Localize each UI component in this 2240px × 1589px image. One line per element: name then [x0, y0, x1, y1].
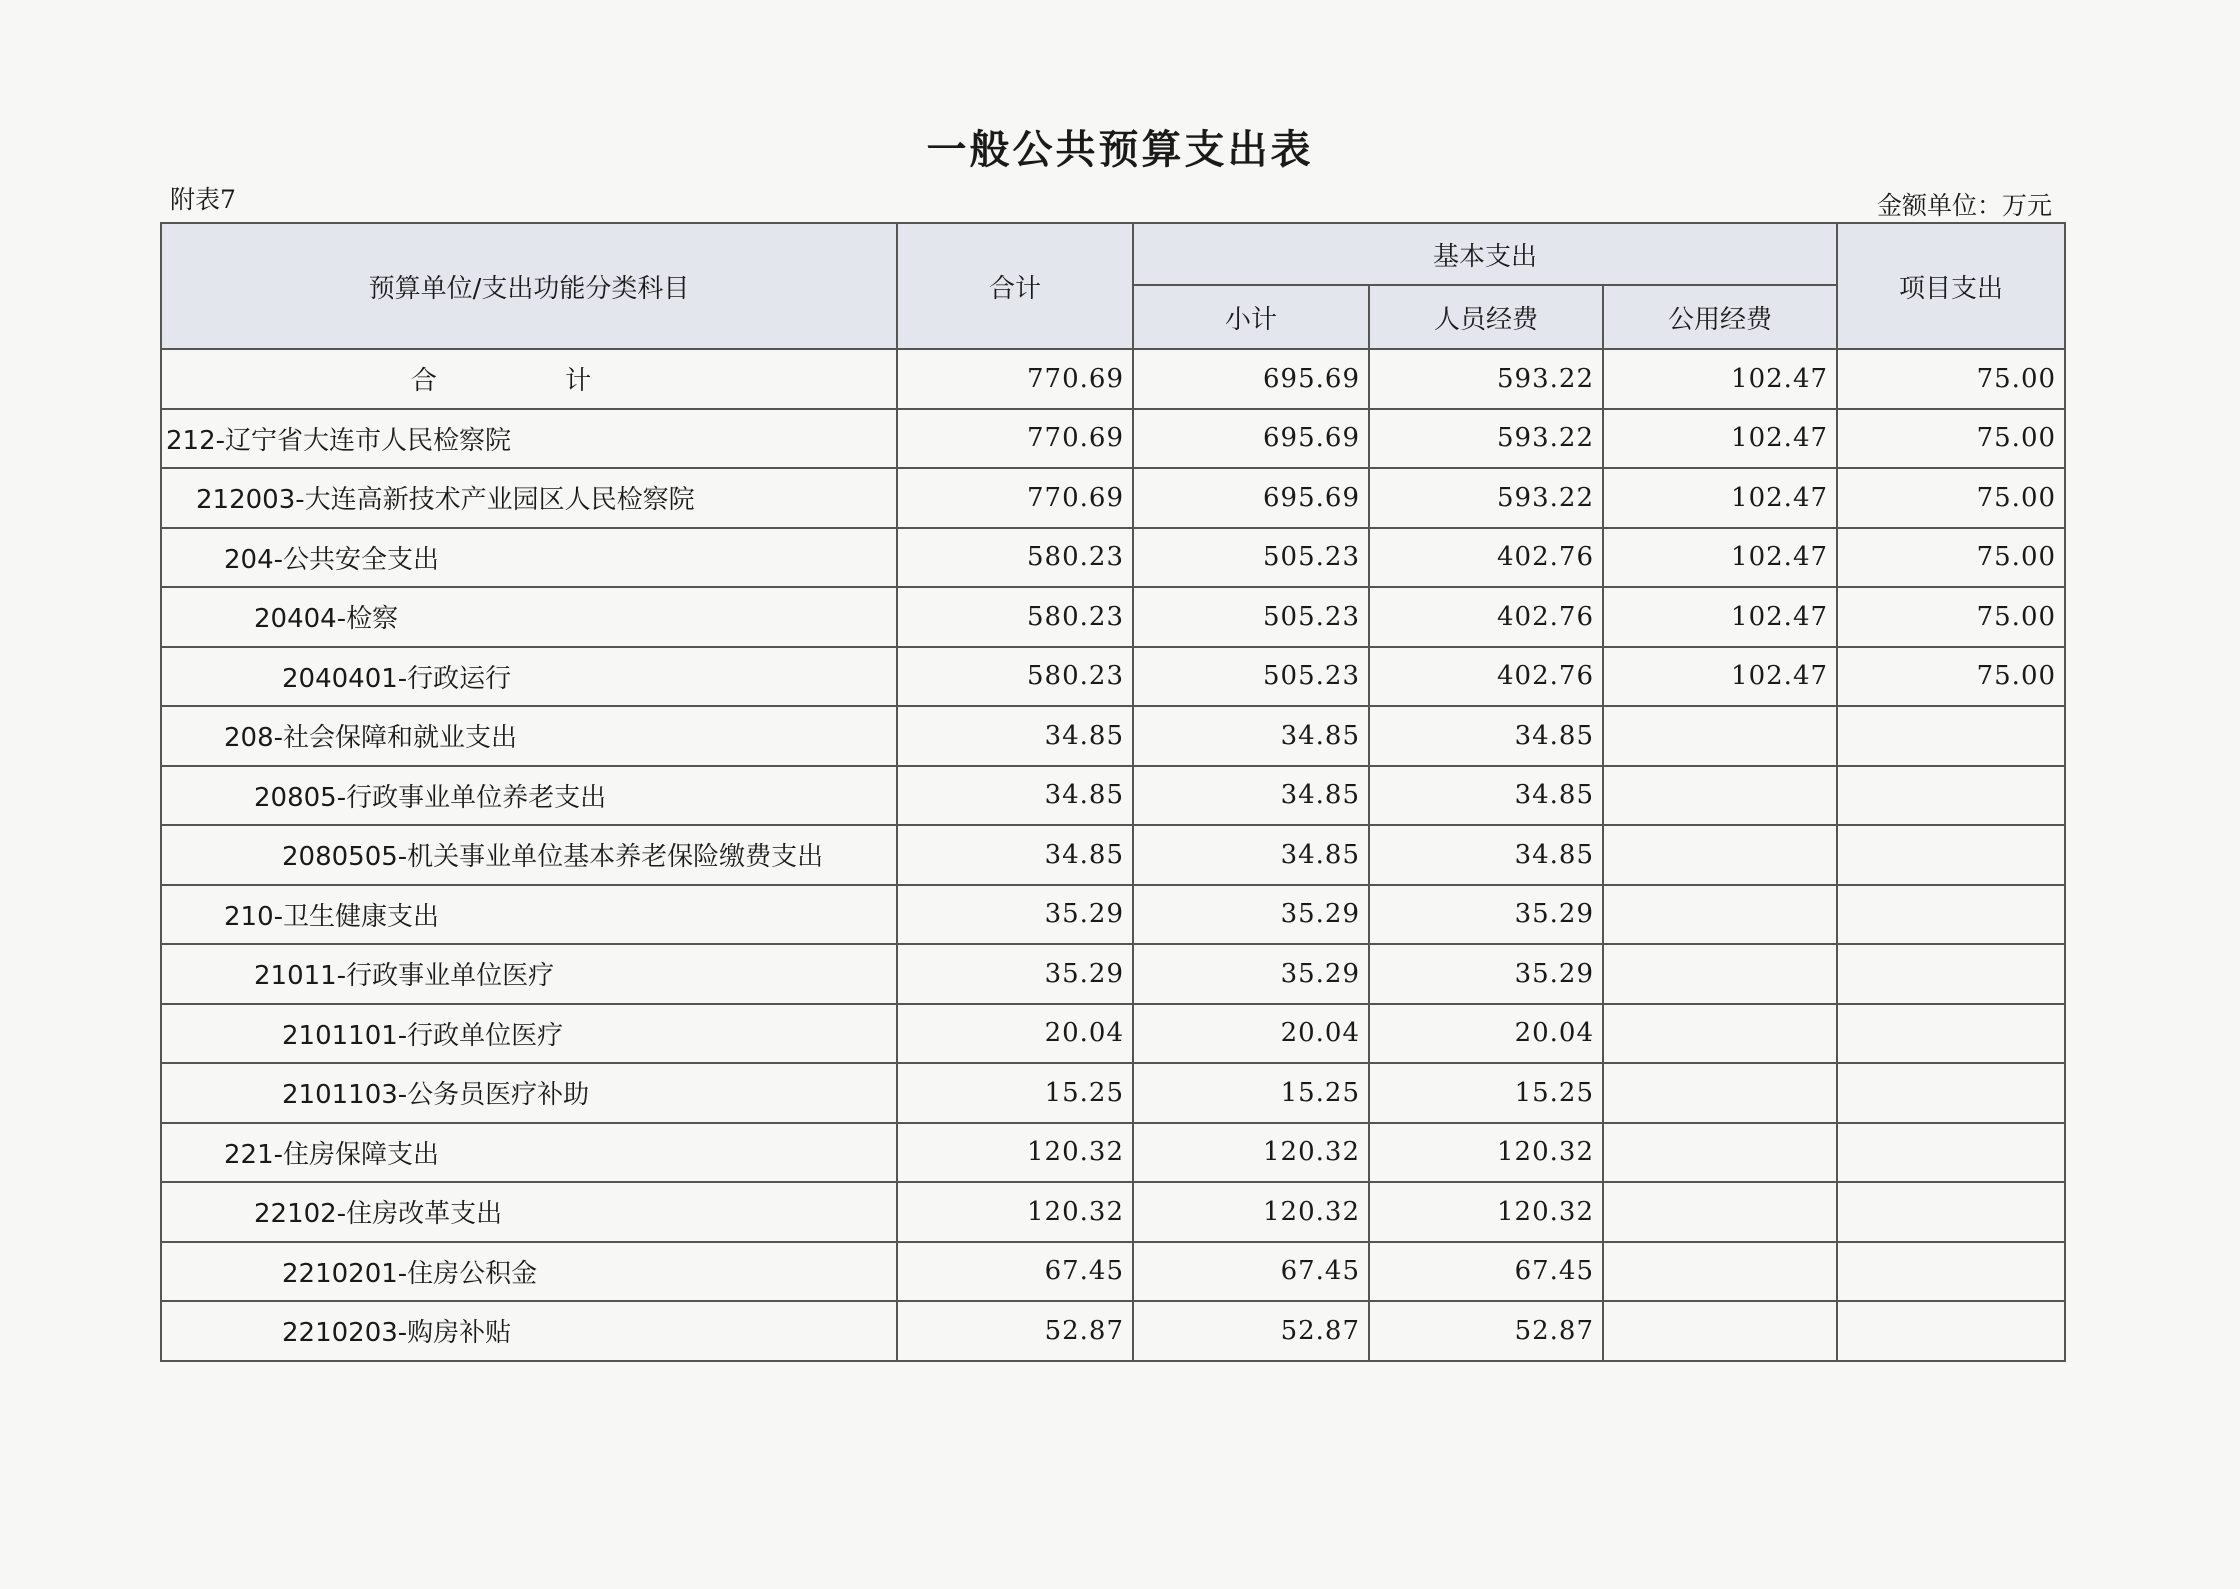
- row-total-cell: 52.87: [897, 1301, 1133, 1361]
- row-total-cell: 120.32: [897, 1182, 1133, 1242]
- total-row: [161, 349, 2065, 409]
- row-name-cell: 20404-检察: [161, 587, 897, 647]
- header-public: 公用经费: [1603, 285, 1837, 349]
- row-project-cell: 75.00: [1837, 587, 2065, 647]
- row-subtotal-cell: 35.29: [1133, 944, 1369, 1004]
- row-personnel-cell: 20.04: [1369, 1004, 1603, 1064]
- header-total: 合计: [897, 223, 1133, 349]
- page-title: 一般公共预算支出表: [926, 127, 1314, 173]
- table-row: [161, 1063, 2065, 1123]
- table-row: [161, 766, 2065, 826]
- row-project-cell: [1837, 1242, 2065, 1302]
- row-project-cell: [1837, 885, 2065, 945]
- table-row: [161, 706, 2065, 766]
- row-name-cell: 210-卫生健康支出: [161, 885, 897, 945]
- row-name-cell: 合 计: [161, 349, 897, 409]
- row-project-cell: [1837, 1063, 2065, 1123]
- row-subtotal-cell: 505.23: [1133, 587, 1369, 647]
- table-row: [161, 885, 2065, 945]
- row-total-cell: 20.04: [897, 1004, 1133, 1064]
- row-project-cell: 75.00: [1837, 647, 2065, 707]
- row-public-cell: [1603, 1182, 1837, 1242]
- row-personnel-cell: 593.22: [1369, 349, 1603, 409]
- row-name-cell: 2210201-住房公积金: [161, 1242, 897, 1302]
- row-total-cell: 580.23: [897, 587, 1133, 647]
- row-public-cell: [1603, 1004, 1837, 1064]
- row-public-cell: 102.47: [1603, 409, 1837, 469]
- row-name-cell: 204-公共安全支出: [161, 528, 897, 588]
- row-public-cell: [1603, 1123, 1837, 1183]
- row-subtotal-cell: 20.04: [1133, 1004, 1369, 1064]
- row-personnel-cell: 120.32: [1369, 1182, 1603, 1242]
- row-personnel-cell: 34.85: [1369, 766, 1603, 826]
- row-personnel-cell: 15.25: [1369, 1063, 1603, 1123]
- row-total-cell: 580.23: [897, 528, 1133, 588]
- row-personnel-cell: 402.76: [1369, 587, 1603, 647]
- table-row: [161, 1242, 2065, 1302]
- row-personnel-cell: 593.22: [1369, 409, 1603, 469]
- header-personnel: 人员经费: [1369, 285, 1603, 349]
- row-subtotal-cell: 52.87: [1133, 1301, 1369, 1361]
- table-row: [161, 587, 2065, 647]
- row-subtotal-cell: 67.45: [1133, 1242, 1369, 1302]
- row-total-cell: 770.69: [897, 349, 1133, 409]
- row-name-cell: 2040401-行政运行: [161, 647, 897, 707]
- row-public-cell: [1603, 766, 1837, 826]
- budget-expenditure-table: [160, 222, 2066, 1362]
- row-subtotal-cell: 35.29: [1133, 885, 1369, 945]
- row-subtotal-cell: 120.32: [1133, 1182, 1369, 1242]
- table-row: [161, 528, 2065, 588]
- row-public-cell: 102.47: [1603, 468, 1837, 528]
- table-row: [161, 1123, 2065, 1183]
- row-personnel-cell: 34.85: [1369, 706, 1603, 766]
- row-total-cell: 34.85: [897, 766, 1133, 826]
- row-personnel-cell: 402.76: [1369, 528, 1603, 588]
- row-project-cell: 75.00: [1837, 528, 2065, 588]
- row-public-cell: 102.47: [1603, 349, 1837, 409]
- table-row: [161, 944, 2065, 1004]
- row-project-cell: [1837, 1301, 2065, 1361]
- header-basic: 基本支出: [1133, 223, 1837, 285]
- row-public-cell: 102.47: [1603, 647, 1837, 707]
- row-project-cell: 75.00: [1837, 468, 2065, 528]
- row-total-cell: 35.29: [897, 885, 1133, 945]
- header-project: 项目支出: [1837, 223, 2065, 349]
- row-project-cell: [1837, 825, 2065, 885]
- row-subtotal-cell: 695.69: [1133, 468, 1369, 528]
- table-row: [161, 1182, 2065, 1242]
- row-project-cell: [1837, 944, 2065, 1004]
- row-name-cell: 212-辽宁省大连市人民检察院: [161, 409, 897, 469]
- row-total-cell: 67.45: [897, 1242, 1133, 1302]
- row-personnel-cell: 120.32: [1369, 1123, 1603, 1183]
- row-total-cell: 580.23: [897, 647, 1133, 707]
- row-subtotal-cell: 505.23: [1133, 647, 1369, 707]
- row-total-cell: 770.69: [897, 409, 1133, 469]
- row-public-cell: [1603, 1301, 1837, 1361]
- row-public-cell: [1603, 825, 1837, 885]
- row-total-cell: 35.29: [897, 944, 1133, 1004]
- row-public-cell: [1603, 706, 1837, 766]
- row-subtotal-cell: 695.69: [1133, 349, 1369, 409]
- row-project-cell: [1837, 706, 2065, 766]
- row-name-cell: 212003-大连高新技术产业园区人民检察院: [161, 468, 897, 528]
- row-subtotal-cell: 695.69: [1133, 409, 1369, 469]
- row-public-cell: 102.47: [1603, 587, 1837, 647]
- row-name-cell: 208-社会保障和就业支出: [161, 706, 897, 766]
- row-personnel-cell: 593.22: [1369, 468, 1603, 528]
- table-row: [161, 1004, 2065, 1064]
- row-name-cell: 2080505-机关事业单位基本养老保险缴费支出: [161, 825, 897, 885]
- row-public-cell: [1603, 1242, 1837, 1302]
- row-public-cell: [1603, 885, 1837, 945]
- row-personnel-cell: 67.45: [1369, 1242, 1603, 1302]
- row-personnel-cell: 34.85: [1369, 825, 1603, 885]
- table-row: [161, 1301, 2065, 1361]
- row-name-cell: 22102-住房改革支出: [161, 1182, 897, 1242]
- row-name-cell: 21011-行政事业单位医疗: [161, 944, 897, 1004]
- header-subtotal: 小计: [1133, 285, 1369, 349]
- row-personnel-cell: 35.29: [1369, 885, 1603, 945]
- row-name-cell: 221-住房保障支出: [161, 1123, 897, 1183]
- row-subtotal-cell: 34.85: [1133, 706, 1369, 766]
- row-personnel-cell: 402.76: [1369, 647, 1603, 707]
- row-public-cell: [1603, 1063, 1837, 1123]
- row-name-cell: 2210203-购房补贴: [161, 1301, 897, 1361]
- table-header: [161, 223, 2065, 349]
- row-subtotal-cell: 505.23: [1133, 528, 1369, 588]
- row-total-cell: 770.69: [897, 468, 1133, 528]
- row-project-cell: 75.00: [1837, 349, 2065, 409]
- row-total-cell: 120.32: [897, 1123, 1133, 1183]
- table-body: [161, 349, 2065, 1361]
- row-personnel-cell: 35.29: [1369, 944, 1603, 1004]
- row-subtotal-cell: 34.85: [1133, 825, 1369, 885]
- row-project-cell: [1837, 1123, 2065, 1183]
- row-personnel-cell: 52.87: [1369, 1301, 1603, 1361]
- row-project-cell: 75.00: [1837, 409, 2065, 469]
- row-subtotal-cell: 15.25: [1133, 1063, 1369, 1123]
- table-row: [161, 647, 2065, 707]
- row-total-cell: 34.85: [897, 825, 1133, 885]
- table-row: [161, 409, 2065, 469]
- table-row: [161, 825, 2065, 885]
- row-name-cell: 20805-行政事业单位养老支出: [161, 766, 897, 826]
- row-name-cell: 2101103-公务员医疗补助: [161, 1063, 897, 1123]
- row-public-cell: 102.47: [1603, 528, 1837, 588]
- row-project-cell: [1837, 1004, 2065, 1064]
- row-total-cell: 34.85: [897, 706, 1133, 766]
- unit-label: 金额单位：万元: [1876, 191, 2052, 220]
- row-subtotal-cell: 120.32: [1133, 1123, 1369, 1183]
- row-name-cell: 2101101-行政单位医疗: [161, 1004, 897, 1064]
- header-subject: 预算单位/支出功能分类科目: [161, 223, 897, 349]
- row-public-cell: [1603, 944, 1837, 1004]
- row-project-cell: [1837, 1182, 2065, 1242]
- table-row: [161, 468, 2065, 528]
- attachment-label: 附表7: [170, 185, 236, 214]
- row-total-cell: 15.25: [897, 1063, 1133, 1123]
- row-project-cell: [1837, 766, 2065, 826]
- row-subtotal-cell: 34.85: [1133, 766, 1369, 826]
